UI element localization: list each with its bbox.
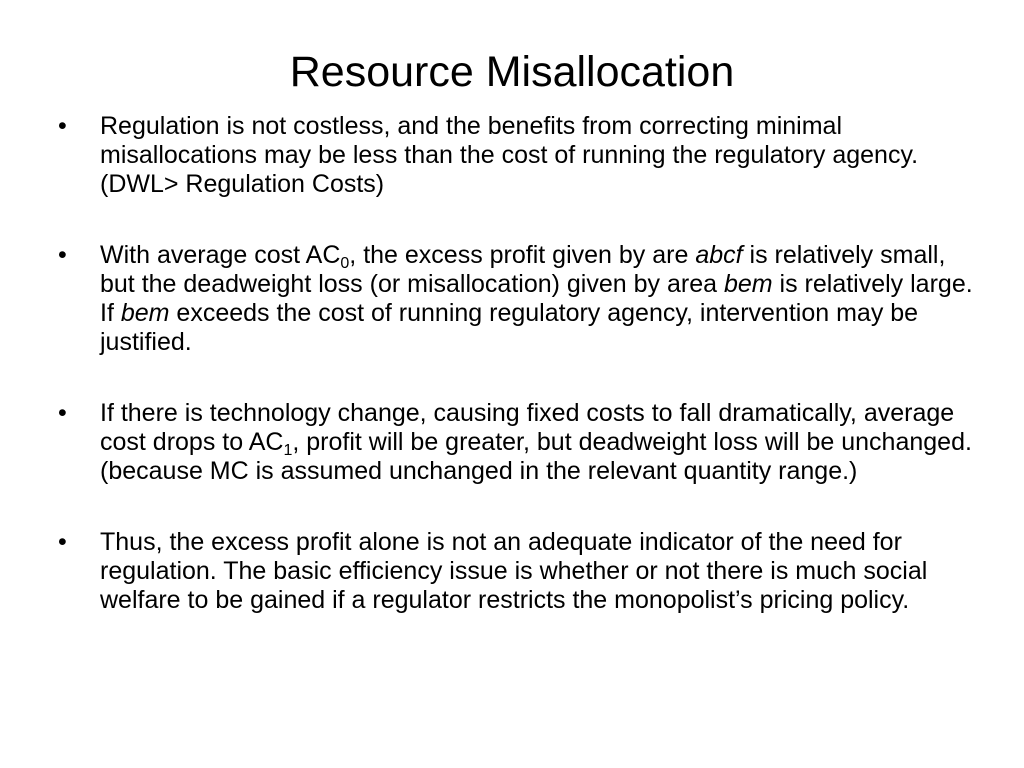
bullet-1-text: Regulation is not costless, and the benefits from correcting minimal misallocations may be less than the cost of running the regulatory agency. (DWL> Regulation Costs) bbox=[100, 112, 919, 198]
bullet-item-3 bbox=[56, 399, 976, 486]
slide-title: Resource Misallocation bbox=[289, 48, 735, 96]
bullet-glyph: • bbox=[58, 112, 67, 140]
area-label-bem-2: bem bbox=[120, 299, 170, 327]
bullet-2-text-part-5: exceeds the cost of running regulatory agency, intervention may be justified. bbox=[100, 299, 919, 356]
bullet-list bbox=[56, 112, 976, 657]
ac-subscript-0: 0 bbox=[340, 255, 350, 272]
bullet-2-text-part-2: , the excess profit given by are bbox=[349, 241, 696, 269]
bullet-item-4 bbox=[56, 528, 976, 615]
bullet-4-text: Thus, the excess profit alone is not an adequate indicator of the need for regulation. The basic efficiency issue is whether or not there is much social welfare to be gained if a regulator restricts the monopolist’s pricing policy. bbox=[100, 528, 928, 614]
bullet-3-text-part-1: If there is technology change, causing fixed costs to fall dramatically, average cost drops to AC bbox=[100, 399, 955, 456]
bullet-2-text-part-4: is relatively large. If bbox=[100, 270, 973, 327]
bullet-2-text-part-3: is relatively small, but the deadweight loss (or misallocation) given by area bbox=[100, 241, 946, 298]
bullet-glyph: • bbox=[58, 241, 67, 269]
bullet-2-text-part-1: With average cost AC bbox=[100, 241, 341, 269]
bullet-item-1 bbox=[56, 112, 976, 199]
bullet-3-text-part-2: , profit will be greater, but deadweight loss will be unchanged. (because MC is assumed unchanged in the relevant quantity range.) bbox=[100, 428, 972, 485]
bullet-glyph: • bbox=[58, 399, 67, 427]
bullet-item-2 bbox=[56, 241, 976, 357]
area-label-abcf: abcf bbox=[695, 241, 743, 269]
area-label-bem: bem bbox=[723, 270, 773, 298]
ac-subscript-1: 1 bbox=[283, 442, 293, 459]
bullet-glyph: • bbox=[58, 528, 67, 556]
